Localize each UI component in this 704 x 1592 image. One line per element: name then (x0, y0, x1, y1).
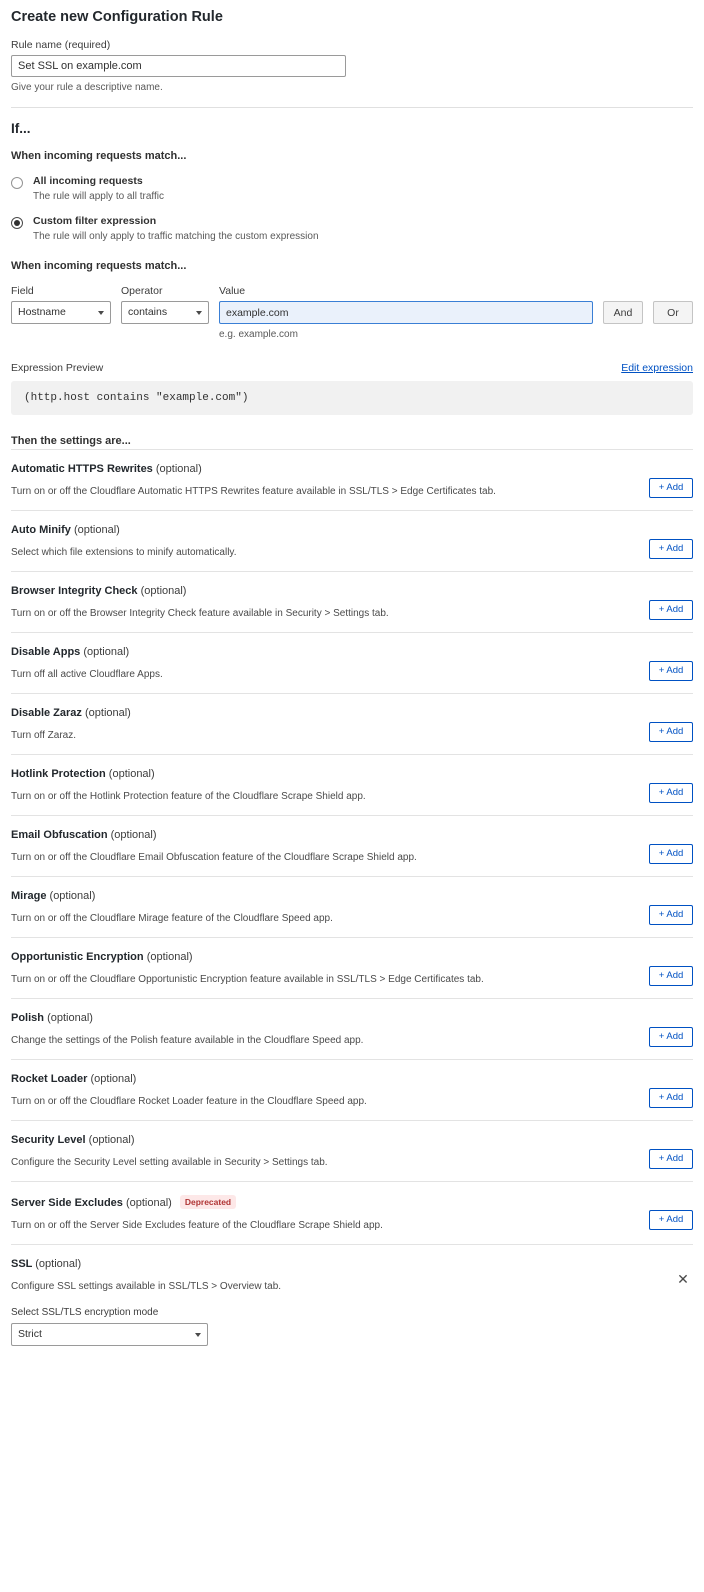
setting-optional: (optional) (155, 463, 202, 475)
value-input[interactable] (219, 301, 593, 324)
setting-optional: (optional) (125, 1197, 172, 1209)
rule-name-input[interactable] (11, 55, 346, 77)
setting-optional: (optional) (83, 646, 130, 658)
expression-preview-label: Expression Preview (11, 362, 104, 374)
setting-row (11, 1120, 693, 1181)
radio-all-incoming-requests[interactable] (11, 175, 693, 202)
setting-optional: (optional) (110, 829, 157, 841)
setting-description: Turn on or off the Cloudflare Rocket Loader feature in the Cloudflare Speed app. (11, 1096, 367, 1107)
setting-description: Configure the Security Level setting available in Security > Settings tab. (11, 1157, 328, 1168)
setting-row (11, 937, 693, 998)
ssl-mode-value: Strict (18, 1328, 42, 1340)
setting-optional: (optional) (88, 1134, 135, 1146)
add-setting-button[interactable]: + Add (649, 966, 693, 986)
radio-label-all-requests: All incoming requests (33, 175, 143, 187)
ssl-mode-label: Select SSL/TLS encryption mode (11, 1307, 159, 1318)
setting-description: Turn on or off the Server Side Excludes feature of the Cloudflare Scrape Shield app. (11, 1220, 383, 1231)
add-setting-button[interactable]: + Add (649, 1210, 693, 1230)
field-label: Field (11, 285, 34, 297)
setting-row (11, 815, 693, 876)
setting-name: Automatic HTTPS Rewrites (11, 463, 153, 475)
setting-row (11, 510, 693, 571)
and-button[interactable]: And (603, 301, 643, 324)
setting-description: Turn on or off the Cloudflare Mirage feature of the Cloudflare Speed app. (11, 913, 333, 924)
setting-name: Server Side Excludes (11, 1197, 123, 1209)
setting-row (11, 693, 693, 754)
setting-name: Rocket Loader (11, 1073, 88, 1085)
filter-builder (11, 260, 693, 340)
setting-row (11, 876, 693, 937)
add-setting-button[interactable]: + Add (649, 905, 693, 925)
chevron-down-icon (195, 1333, 201, 1337)
rule-name-label: Rule name (required) (11, 39, 111, 51)
setting-row (11, 1181, 693, 1244)
field-select-value: Hostname (18, 306, 66, 318)
setting-name: Auto Minify (11, 524, 71, 536)
radio-desc-custom-filter: The rule will only apply to traffic matching the custom expression (33, 231, 319, 242)
filter-column-labels (11, 285, 693, 301)
if-section-subhead: When incoming requests match... (11, 150, 187, 162)
setting-title (11, 951, 693, 963)
rule-name-helper: Give your rule a descriptive name. (11, 82, 163, 93)
chevron-down-icon (196, 311, 202, 315)
setting-description: Turn off all active Cloudflare Apps. (11, 669, 163, 680)
setting-name-ssl: SSL (11, 1258, 33, 1270)
add-setting-button[interactable]: + Add (649, 844, 693, 864)
operator-select-value: contains (128, 306, 168, 318)
add-setting-button[interactable]: + Add (649, 722, 693, 742)
setting-title (11, 524, 693, 536)
setting-name: Opportunistic Encryption (11, 951, 144, 963)
setting-optional: (optional) (140, 585, 187, 597)
setting-name: Browser Integrity Check (11, 585, 138, 597)
chevron-down-icon (98, 311, 104, 315)
if-section-heading: If... (11, 121, 31, 136)
setting-optional: (optional) (90, 1073, 137, 1085)
settings-list (11, 449, 693, 1244)
setting-optional: (optional) (146, 951, 193, 963)
setting-title (11, 463, 693, 475)
setting-title (11, 768, 693, 780)
setting-optional: (optional) (49, 890, 96, 902)
setting-title (11, 1134, 693, 1146)
setting-description: Turn on or off the Cloudflare Opportunistic Encryption feature available in SSL/TLS > Edge Certificates tab. (11, 974, 484, 985)
then-settings-heading: Then the settings are... (11, 435, 131, 447)
setting-optional-ssl: (optional) (35, 1258, 82, 1270)
setting-title (11, 707, 693, 719)
filter-row (11, 301, 693, 340)
setting-optional: (optional) (47, 1012, 93, 1024)
setting-row (11, 632, 693, 693)
value-helper: e.g. example.com (219, 329, 298, 340)
setting-desc-ssl: Configure SSL settings available in SSL/TLS > Overview tab. (11, 1281, 282, 1292)
setting-row (11, 449, 693, 510)
operator-label: Operator (121, 285, 163, 297)
field-select[interactable] (11, 301, 111, 324)
add-setting-button[interactable]: + Add (649, 600, 693, 620)
setting-optional: (optional) (84, 707, 131, 719)
setting-title (11, 829, 693, 841)
setting-name: Polish (11, 1012, 45, 1024)
setting-row (11, 998, 693, 1059)
close-icon[interactable]: ✕ (677, 1271, 689, 1287)
setting-description: Turn on or off the Cloudflare Automatic HTTPS Rewrites feature available in SSL/TLS > Edge Certificates tab. (11, 486, 496, 497)
filter-subhead: When incoming requests match... (11, 260, 187, 272)
add-setting-button[interactable]: + Add (649, 1149, 693, 1169)
setting-title-ssl (11, 1258, 693, 1270)
setting-title (11, 1012, 693, 1024)
ssl-mode-select[interactable] (11, 1323, 208, 1346)
setting-title (11, 1195, 693, 1209)
setting-name: Disable Zaraz (11, 707, 82, 719)
edit-expression-link[interactable]: Edit expression (621, 362, 693, 374)
setting-ssl (11, 1244, 693, 1366)
setting-row (11, 754, 693, 815)
divider (11, 107, 693, 108)
page-title: Create new Configuration Rule (11, 9, 223, 25)
value-label: Value (219, 285, 246, 297)
radio-icon-unchecked[interactable] (11, 177, 23, 189)
or-button[interactable]: Or (653, 301, 693, 324)
add-setting-button[interactable]: + Add (649, 661, 693, 681)
rule-name-group (11, 39, 693, 93)
setting-name: Security Level (11, 1134, 86, 1146)
expression-preview-header (11, 362, 693, 374)
setting-name: Hotlink Protection (11, 768, 106, 780)
setting-description: Turn on or off the Cloudflare Email Obfuscation feature of the Cloudflare Scrape Shield app. (11, 852, 417, 863)
add-setting-button[interactable]: + Add (649, 783, 693, 803)
add-setting-button[interactable]: + Add (649, 1027, 693, 1047)
status-badge: Deprecated (180, 1195, 236, 1209)
radio-desc-all-requests: The rule will apply to all traffic (33, 191, 164, 202)
setting-description: Change the settings of the Polish feature available in the Cloudflare Speed app. (11, 1035, 364, 1046)
setting-optional: (optional) (108, 768, 155, 780)
setting-title (11, 1073, 693, 1085)
setting-description: Turn off Zaraz. (11, 730, 77, 741)
setting-title (11, 585, 693, 597)
setting-name: Email Obfuscation (11, 829, 108, 841)
setting-description: Turn on or off the Hotlink Protection feature of the Cloudflare Scrape Shield app. (11, 791, 366, 802)
radio-label-custom-filter: Custom filter expression (33, 215, 157, 227)
radio-custom-filter-expression[interactable] (11, 215, 693, 242)
setting-description: Turn on or off the Browser Integrity Check feature available in Security > Settings tab. (11, 608, 389, 619)
setting-row (11, 571, 693, 632)
setting-optional: (optional) (73, 524, 120, 536)
add-setting-button[interactable]: + Add (649, 539, 693, 559)
setting-title (11, 890, 693, 902)
setting-title (11, 646, 693, 658)
expression-preview-box: (http.host contains "example.com") (11, 381, 693, 415)
radio-icon-checked[interactable] (11, 217, 23, 229)
operator-select[interactable] (121, 301, 209, 324)
add-setting-button[interactable]: + Add (649, 1088, 693, 1108)
setting-name: Mirage (11, 890, 47, 902)
setting-description: Select which file extensions to minify automatically. (11, 547, 237, 558)
add-setting-button[interactable]: + Add (649, 478, 693, 498)
setting-row (11, 1059, 693, 1120)
setting-name: Disable Apps (11, 646, 81, 658)
